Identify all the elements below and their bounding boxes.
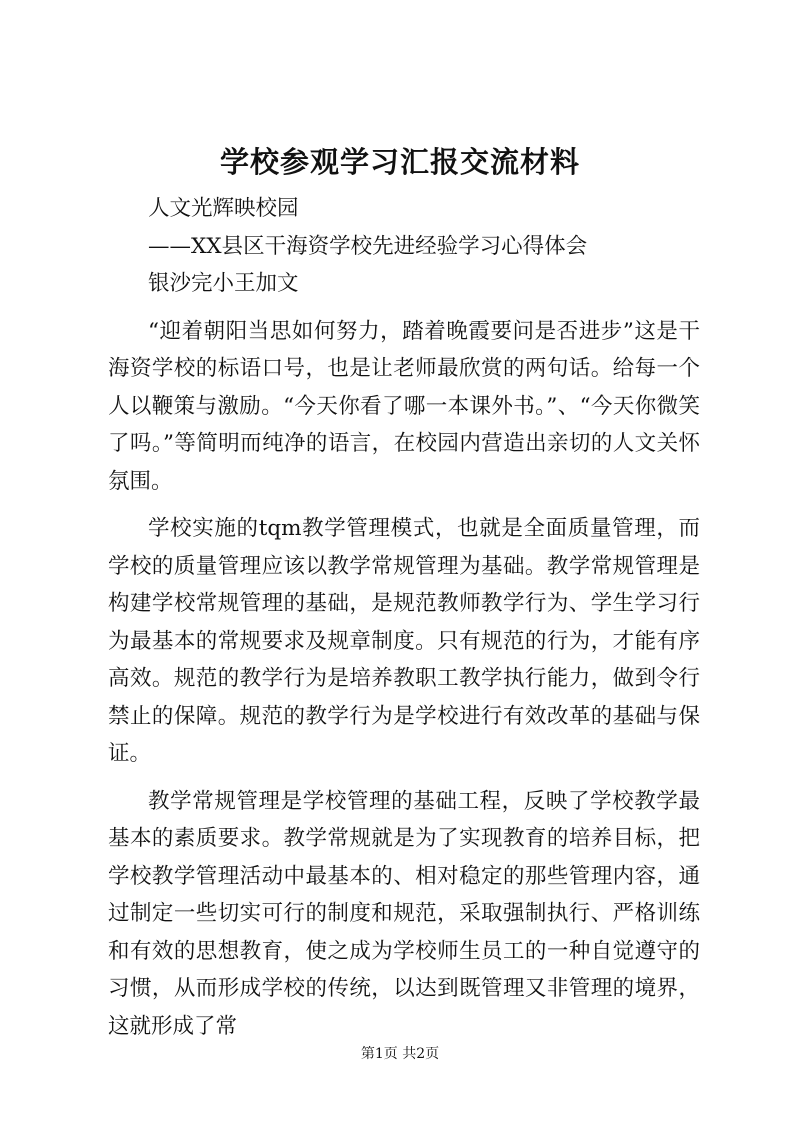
paragraph-2: 学校实施的tqm教学管理模式，也就是全面质量管理，而学校的质量管理应该以教学常规管理为基础。教学常规管理是构建学校常规管理的基础，是规范教师教学行为、学生学习行为最基本的常规要求及规章制度。只有规范的行为，才能有序高效。规范的教学行为是培养教职工教学执行能力，做到令行禁止的保障。规范的教学行为是学校进行有效改革的基础与保证。 [108,516,700,766]
subtitle-line: 人文光辉映校园 [148,196,299,221]
author-line: 银沙完小王加文 [148,271,299,296]
paragraph-1: “迎着朝阳当思如何努力，踏着晚霞要问是否进步”这是干海资学校的标语口号，也是让老师最欣赏的两句话。给每一个人以鞭策与激励。“今天你看了哪一本课外书。”、“今天你微笑了吗。”等简明而纯净的语言，在校园内营造出亲切的人文关怀氛围。 [108,318,700,494]
paragraph-3: 教学常规管理是学校管理的基础工程，反映了学校教学最基本的素质要求。教学常规就是为了实现教育的培养目标，把学校教学管理活动中最基本的、相对稳定的那些管理内容，通过制定一些切实可行的制度和规范，采取强制执行、严格训练和有效的思想教育，使之成为学校师生员工的一种自觉遵守的习惯，从而形成学校的传统，以达到既管理又非管理的境界，这就形成了常 [108,788,700,1039]
page-footer: 第1页 共2页 [360,1046,440,1062]
document-body [108,190,700,1055]
subtitle-line: ——XX县区干海资学校先进经验学习心得体会 [148,233,588,259]
document-title: 学校参观学习汇报交流材料 [219,145,580,179]
